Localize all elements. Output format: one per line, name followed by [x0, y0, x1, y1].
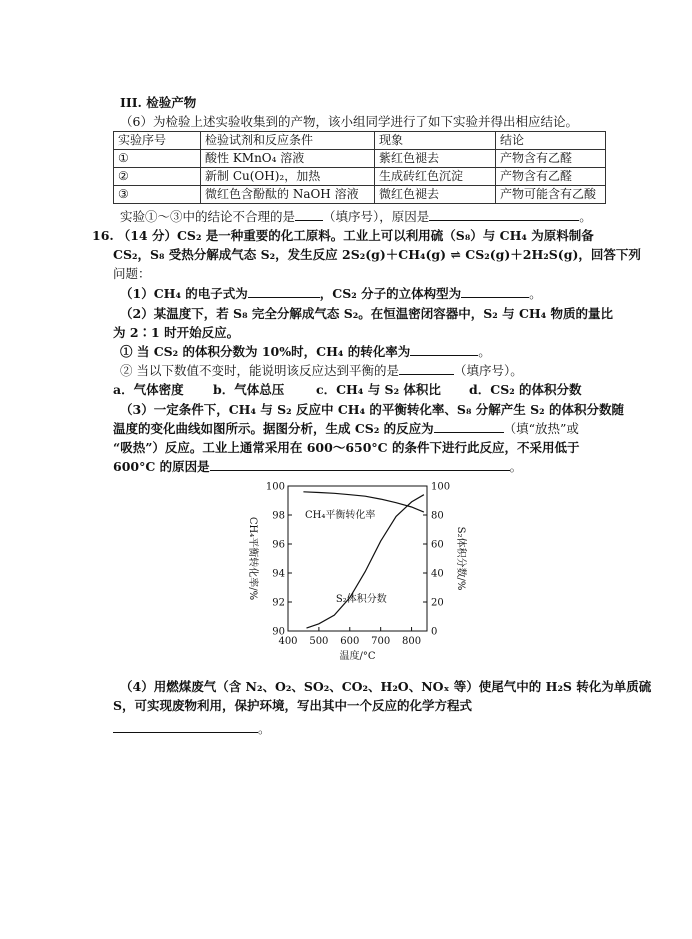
answer-blank[interactable] — [410, 342, 478, 356]
part3-text-d: 。 — [509, 459, 523, 474]
part1-text-a: （1）CH₄ 的电子式为 — [120, 286, 248, 301]
y-left-tick-label: 90 — [272, 626, 285, 638]
part4-line-3 — [113, 719, 271, 738]
part3-text-b: （填“放热”或 — [503, 421, 579, 436]
q6-text-1: 实验①～③中的结论不合理的是 — [120, 209, 296, 224]
y-left-tick-label: 98 — [272, 510, 285, 522]
series-label-ch4: CH₄平衡转化率 — [304, 509, 376, 521]
part3-line-2 — [113, 419, 579, 438]
table-header: 现象 — [375, 132, 496, 150]
answer-blank[interactable] — [113, 719, 258, 733]
y-right-tick-label: 0 — [431, 626, 438, 638]
part1-text-b: ，CS₂ 分子的立体构型为 — [319, 286, 462, 301]
x-tick-label: 600 — [340, 636, 360, 647]
y-right-tick-label: 80 — [431, 510, 444, 522]
option-a: a．气体密度 — [113, 382, 184, 397]
option-b: b．气体总压 — [213, 382, 285, 397]
answer-blank[interactable] — [248, 284, 320, 298]
part3-line-1: （3）一定条件下，CH₄ 与 S₂ 反应中 CH₄ 的平衡转化率、S₈ 分解产生 S₂ 的体积分数随 — [120, 402, 624, 417]
table-cell: 酸性 KMnO₄ 溶液 — [201, 150, 375, 168]
part3-line-4 — [113, 457, 522, 476]
x-tick-label: 800 — [402, 636, 422, 647]
table-cell: ③ — [114, 186, 201, 204]
part4-end: 。 — [258, 721, 271, 736]
q16-line-2: CS₂，S₈ 受热分解成气态 S₂，发生反应 2S₂(g)＋CH₄(g) ⇌ CS₂(g)＋2H₂S(g)，回答下列 — [113, 247, 641, 262]
part3-line-3: “吸热”）反应。工业上通常采用在 600～650°C 的条件下进行此反应，不采用低于 — [113, 440, 580, 455]
answer-blank[interactable] — [295, 207, 323, 221]
part4-line-2: S，可实现废物利用，保护环境，写出其中一个反应的化学方程式 — [113, 698, 473, 713]
y-left-tick-label: 96 — [272, 539, 285, 551]
answer-blank[interactable] — [434, 419, 504, 433]
part2-q2-end: （填序号）。 — [453, 363, 523, 378]
table-cell: 产物含有乙醛 — [496, 150, 606, 168]
y-right-tick-label: 60 — [431, 539, 444, 551]
table-cell: ① — [114, 150, 201, 168]
q16-line-1 — [92, 226, 594, 245]
part2-q1-end: 。 — [478, 344, 491, 359]
table-row — [114, 150, 606, 168]
q16-line-3: 问题： — [113, 266, 151, 281]
part3-text-a: 温度的变化曲线如图所示。据图分析，生成 CS₂ 的反应为 — [113, 421, 434, 436]
series-label-s2: S₂体积分数 — [335, 594, 387, 605]
x-tick-label: 700 — [371, 636, 391, 647]
q6-conclusion-line — [120, 207, 592, 226]
section-heading: III. 检验产物 — [120, 95, 197, 110]
answer-blank[interactable] — [461, 284, 529, 298]
part2-q2-line — [120, 361, 523, 380]
x-tick-label: 400 — [278, 636, 298, 647]
option-d: d．CS₂ 的体积分数 — [469, 382, 582, 397]
part1-line — [120, 284, 542, 303]
part3-text-c: 600°C 的原因是 — [113, 459, 210, 474]
part2-q1-line — [120, 342, 491, 361]
table-header: 结论 — [496, 132, 606, 150]
y-left-tick-label: 92 — [272, 597, 285, 609]
part2-q2-text: ② 当以下数值不变时，能说明该反应达到平衡的是 — [120, 363, 399, 378]
q6-intro: （6）为检验上述实验收集到的产物，该小组同学进行了如下实验并得出相应结论。 — [120, 114, 578, 129]
table-cell: 微红色褪去 — [375, 186, 496, 204]
answer-blank[interactable] — [210, 457, 510, 471]
y-right-tick-label: 100 — [431, 481, 451, 493]
option-c: c．CH₄ 与 S₂ 体积比 — [316, 382, 441, 397]
y-right-tick-label: 20 — [431, 597, 444, 609]
y-right-axis-label: S₂体积分数/% — [455, 526, 466, 591]
results-table — [113, 131, 606, 204]
answer-blank[interactable] — [399, 361, 454, 375]
answer-blank[interactable] — [429, 207, 579, 221]
table-cell: ② — [114, 168, 201, 186]
part2-line-2: 为 2∶1 时开始反应。 — [113, 325, 240, 340]
x-axis-label: 温度/°C — [339, 651, 376, 662]
table-cell: 产物可能含有乙酸 — [496, 186, 606, 204]
y-right-tick-label: 40 — [431, 568, 444, 580]
table-cell: 新制 Cu(OH)₂，加热 — [201, 168, 375, 186]
temperature-chart — [230, 476, 470, 671]
table-row — [114, 168, 606, 186]
y-left-axis-label: CH₄平衡转化率/% — [247, 516, 258, 601]
x-tick-label: 500 — [309, 636, 329, 647]
table-cell: 产物含有乙醛 — [496, 168, 606, 186]
y-left-tick-label: 94 — [272, 568, 285, 580]
part4-line-1: （4）用燃煤废气（含 N₂、O₂、SO₂、CO₂、H₂O、NOₓ 等）使尾气中的 H₂S 转化为单质硫 — [120, 679, 652, 694]
table-cell: 微红色含酚酞的 NaOH 溶液 — [201, 186, 375, 204]
table-row — [114, 186, 606, 204]
table-header: 实验序号 — [114, 132, 201, 150]
part2-line-1: （2）某温度下，若 S₈ 完全分解成气态 S₂。在恒温密闭容器中，S₂ 与 CH₄ 物质的量比 — [120, 306, 614, 321]
question-points: （14 分） — [117, 228, 177, 243]
table-header-row — [114, 132, 606, 150]
y-left-tick-label: 100 — [265, 481, 285, 493]
q6-text-2: （填序号），原因是 — [323, 209, 430, 224]
part2-q1-text: ① 当 CS₂ 的体积分数为 10%时，CH₄ 的转化率为 — [120, 344, 411, 359]
q6-text-3: 。 — [579, 209, 592, 224]
question-number: 16. — [92, 228, 114, 243]
q16-text: CS₂ 是一种重要的化工原料。工业上可以利用硫（S₈）与 CH₄ 为原料制备 — [176, 228, 594, 243]
table-cell: 生成砖红色沉淀 — [375, 168, 496, 186]
part1-text-c: 。 — [529, 286, 542, 301]
table-cell: 紫红色褪去 — [375, 150, 496, 168]
table-header: 检验试剂和反应条件 — [201, 132, 375, 150]
